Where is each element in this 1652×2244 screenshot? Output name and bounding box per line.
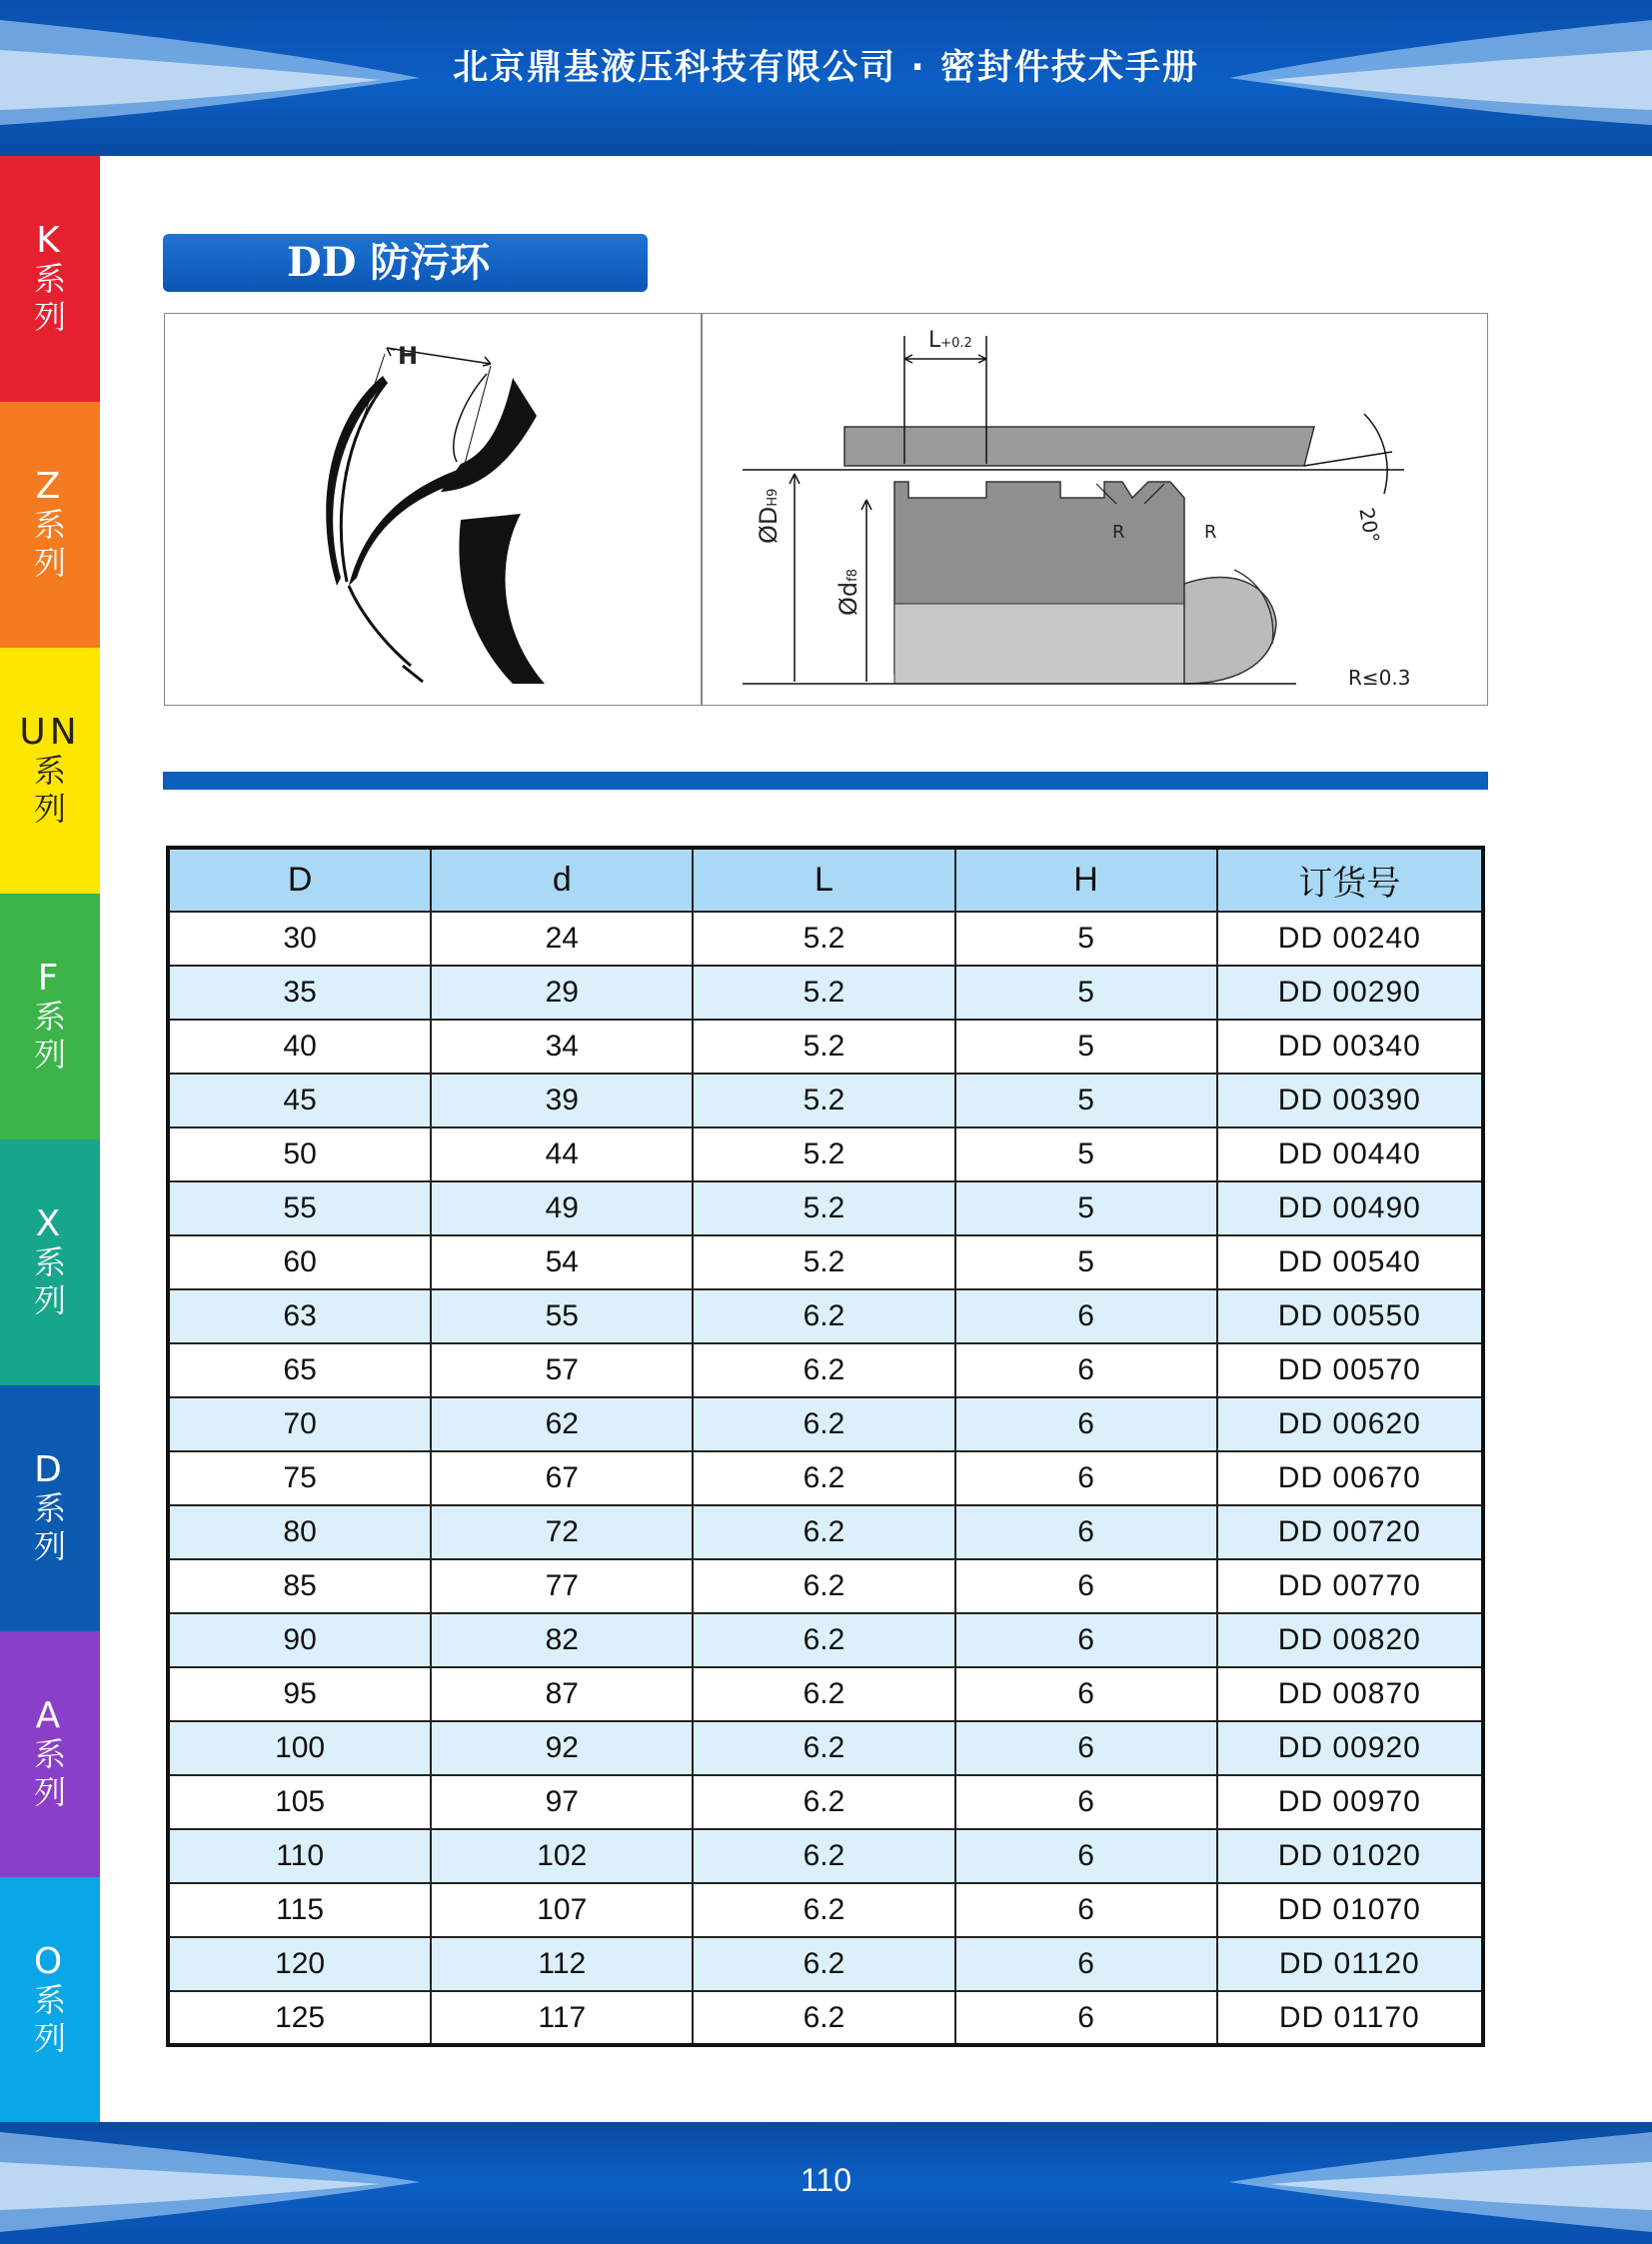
series-side-tabs bbox=[0, 156, 100, 2122]
cell-D: 70 bbox=[168, 1397, 431, 1451]
header-L: L bbox=[693, 848, 954, 912]
cell-order-number: DD 00770 bbox=[1217, 1559, 1483, 1613]
header-d: d bbox=[431, 848, 693, 912]
cell-L: 6.2 bbox=[693, 1937, 954, 1991]
cell-L: 5.2 bbox=[693, 966, 954, 1020]
cell-L: 6.2 bbox=[693, 1343, 954, 1397]
cell-L: 6.2 bbox=[693, 1397, 954, 1451]
cell-d: 29 bbox=[431, 966, 693, 1020]
table-row bbox=[168, 1775, 1483, 1829]
series-tab-code: UN bbox=[19, 712, 81, 753]
series-tab-word: 列 bbox=[33, 298, 66, 336]
cell-order-number: DD 01070 bbox=[1217, 1883, 1483, 1937]
series-tab-code: F bbox=[37, 958, 63, 999]
cell-L: 6.2 bbox=[693, 1883, 954, 1937]
cell-d: 112 bbox=[431, 1937, 693, 1991]
cell-D: 100 bbox=[168, 1721, 431, 1775]
cell-D: 63 bbox=[168, 1289, 431, 1343]
series-tab-code: O bbox=[33, 1941, 67, 1982]
housing-section-drawing bbox=[743, 336, 1404, 684]
series-tab-f[interactable] bbox=[0, 894, 100, 1139]
cell-H: 5 bbox=[955, 1074, 1217, 1127]
series-tab-o[interactable] bbox=[0, 1877, 100, 2123]
table-row bbox=[168, 1289, 1483, 1343]
cell-L: 6.2 bbox=[693, 1289, 954, 1343]
cell-d: 107 bbox=[431, 1883, 693, 1937]
cell-order-number: DD 00720 bbox=[1217, 1505, 1483, 1559]
cell-L: 6.2 bbox=[693, 1613, 954, 1667]
section-title: DD 防污环 bbox=[163, 234, 648, 292]
table-row bbox=[168, 1397, 1483, 1451]
label-L: L+0.2 bbox=[928, 328, 972, 353]
cell-H: 6 bbox=[955, 1505, 1217, 1559]
table-row bbox=[168, 1937, 1483, 1991]
cell-D: 60 bbox=[168, 1235, 431, 1289]
cell-H: 6 bbox=[955, 1343, 1217, 1397]
cell-H: 5 bbox=[955, 1020, 1217, 1074]
label-H: H bbox=[398, 342, 419, 370]
cell-D: 50 bbox=[168, 1127, 431, 1181]
seal-drawing bbox=[165, 314, 1489, 707]
cell-order-number: DD 01170 bbox=[1217, 1991, 1483, 2045]
series-tab-d[interactable] bbox=[0, 1385, 100, 1631]
cell-L: 6.2 bbox=[693, 1991, 954, 2045]
series-tab-word: 列 bbox=[33, 1036, 66, 1074]
table-row bbox=[168, 1127, 1483, 1181]
cell-H: 5 bbox=[955, 1181, 1217, 1235]
label-R-note: R≤0.3 bbox=[1348, 666, 1411, 690]
table-row bbox=[168, 1343, 1483, 1397]
cell-L: 5.2 bbox=[693, 1074, 954, 1127]
table-row bbox=[168, 966, 1483, 1020]
cell-L: 6.2 bbox=[693, 1721, 954, 1775]
cell-D: 110 bbox=[168, 1829, 431, 1883]
cell-D: 55 bbox=[168, 1181, 431, 1235]
series-tab-code: X bbox=[35, 1203, 65, 1244]
cell-H: 6 bbox=[955, 1451, 1217, 1505]
series-tab-code: A bbox=[35, 1695, 65, 1736]
series-tab-word: 系 bbox=[33, 1981, 66, 2019]
table-row bbox=[168, 1721, 1483, 1775]
cell-D: 115 bbox=[168, 1883, 431, 1937]
series-tab-x[interactable] bbox=[0, 1139, 100, 1385]
label-d: Ødf8 bbox=[834, 569, 862, 616]
cell-d: 34 bbox=[431, 1020, 693, 1074]
cell-order-number: DD 00620 bbox=[1217, 1397, 1483, 1451]
cell-d: 77 bbox=[431, 1559, 693, 1613]
cell-order-number: DD 00920 bbox=[1217, 1721, 1483, 1775]
table-row bbox=[168, 1613, 1483, 1667]
label-R1: R bbox=[1112, 522, 1125, 543]
cell-H: 6 bbox=[955, 1613, 1217, 1667]
series-tab-word: 列 bbox=[33, 790, 66, 828]
table-row bbox=[168, 1883, 1483, 1937]
cell-order-number: DD 00670 bbox=[1217, 1451, 1483, 1505]
cell-H: 6 bbox=[955, 1721, 1217, 1775]
table-row bbox=[168, 1020, 1483, 1074]
cell-L: 6.2 bbox=[693, 1667, 954, 1721]
cell-order-number: DD 00970 bbox=[1217, 1775, 1483, 1829]
series-tab-word: 列 bbox=[33, 2019, 66, 2057]
cell-d: 54 bbox=[431, 1235, 693, 1289]
cell-L: 5.2 bbox=[693, 912, 954, 966]
cell-L: 6.2 bbox=[693, 1505, 954, 1559]
table-row bbox=[168, 1181, 1483, 1235]
cell-D: 95 bbox=[168, 1667, 431, 1721]
page-number: 110 bbox=[800, 2162, 851, 2198]
cell-L: 5.2 bbox=[693, 1235, 954, 1289]
label-angle: 20° bbox=[1354, 506, 1385, 546]
cell-L: 6.2 bbox=[693, 1451, 954, 1505]
cell-order-number: DD 00440 bbox=[1217, 1127, 1483, 1181]
cell-L: 5.2 bbox=[693, 1181, 954, 1235]
cell-d: 117 bbox=[431, 1991, 693, 2045]
cell-order-number: DD 00540 bbox=[1217, 1235, 1483, 1289]
table-header-row bbox=[168, 848, 1483, 912]
table-body bbox=[168, 912, 1483, 2045]
cell-d: 39 bbox=[431, 1074, 693, 1127]
header-order-number: 订货号 bbox=[1217, 848, 1483, 912]
cell-order-number: DD 00490 bbox=[1217, 1181, 1483, 1235]
table-row bbox=[168, 1074, 1483, 1127]
header-D: D bbox=[168, 848, 431, 912]
series-tab-k[interactable] bbox=[0, 156, 100, 402]
cell-H: 6 bbox=[955, 1883, 1217, 1937]
series-tab-code: K bbox=[36, 220, 64, 261]
table-row bbox=[168, 912, 1483, 966]
cell-L: 6.2 bbox=[693, 1775, 954, 1829]
cell-H: 6 bbox=[955, 1829, 1217, 1883]
cell-order-number: DD 00390 bbox=[1217, 1074, 1483, 1127]
table-row bbox=[168, 1235, 1483, 1289]
series-tab-word: 系 bbox=[33, 1735, 66, 1773]
cell-d: 62 bbox=[431, 1397, 693, 1451]
cell-L: 5.2 bbox=[693, 1127, 954, 1181]
series-tab-word: 系 bbox=[33, 752, 66, 790]
table-row bbox=[168, 1559, 1483, 1613]
cell-order-number: DD 00340 bbox=[1217, 1020, 1483, 1074]
cell-d: 97 bbox=[431, 1775, 693, 1829]
series-tab-word: 列 bbox=[33, 544, 66, 582]
cell-D: 120 bbox=[168, 1937, 431, 1991]
table-row bbox=[168, 1505, 1483, 1559]
cell-H: 5 bbox=[955, 1127, 1217, 1181]
cell-D: 75 bbox=[168, 1451, 431, 1505]
cell-d: 24 bbox=[431, 912, 693, 966]
cell-d: 72 bbox=[431, 1505, 693, 1559]
table-row bbox=[168, 1451, 1483, 1505]
cell-d: 87 bbox=[431, 1667, 693, 1721]
series-tab-word: 系 bbox=[33, 998, 66, 1036]
series-tab-word: 列 bbox=[33, 1527, 66, 1565]
cell-order-number: DD 00240 bbox=[1217, 912, 1483, 966]
cell-D: 35 bbox=[168, 966, 431, 1020]
cell-order-number: DD 01120 bbox=[1217, 1937, 1483, 1991]
cell-L: 6.2 bbox=[693, 1559, 954, 1613]
series-tab-word: 列 bbox=[33, 1281, 66, 1319]
table-row bbox=[168, 1991, 1483, 2045]
cell-D: 125 bbox=[168, 1991, 431, 2045]
series-tab-word: 系 bbox=[33, 506, 66, 544]
header-H: H bbox=[955, 848, 1217, 912]
header-title: 北京鼎基液压科技有限公司 · 密封件技术手册 bbox=[453, 48, 1199, 88]
series-tab-a[interactable] bbox=[0, 1631, 100, 1877]
cell-D: 40 bbox=[168, 1020, 431, 1074]
header-banner bbox=[0, 0, 1652, 156]
cell-H: 6 bbox=[955, 1937, 1217, 1991]
cell-D: 30 bbox=[168, 912, 431, 966]
cell-H: 5 bbox=[955, 912, 1217, 966]
cell-d: 102 bbox=[431, 1829, 693, 1883]
cell-L: 6.2 bbox=[693, 1829, 954, 1883]
cell-order-number: DD 00870 bbox=[1217, 1667, 1483, 1721]
table-row bbox=[168, 1829, 1483, 1883]
cell-H: 6 bbox=[955, 1667, 1217, 1721]
cell-order-number: DD 00290 bbox=[1217, 966, 1483, 1020]
cell-H: 6 bbox=[955, 1289, 1217, 1343]
cell-order-number: DD 00570 bbox=[1217, 1343, 1483, 1397]
cell-order-number: DD 01020 bbox=[1217, 1829, 1483, 1883]
series-tab-word: 系 bbox=[33, 1489, 66, 1527]
series-tab-word: 系 bbox=[33, 260, 66, 298]
seal-diagram-panel bbox=[164, 313, 1488, 706]
cell-D: 85 bbox=[168, 1559, 431, 1613]
cell-H: 5 bbox=[955, 1235, 1217, 1289]
cell-d: 82 bbox=[431, 1613, 693, 1667]
series-tab-code: Z bbox=[35, 466, 65, 507]
cell-H: 6 bbox=[955, 1559, 1217, 1613]
cell-H: 5 bbox=[955, 966, 1217, 1020]
cell-d: 92 bbox=[431, 1721, 693, 1775]
series-tab-z[interactable] bbox=[0, 402, 100, 648]
cell-d: 49 bbox=[431, 1181, 693, 1235]
series-tab-word: 系 bbox=[33, 1243, 66, 1281]
label-R2: R bbox=[1204, 522, 1217, 543]
cell-D: 65 bbox=[168, 1343, 431, 1397]
cell-order-number: DD 00550 bbox=[1217, 1289, 1483, 1343]
cell-d: 55 bbox=[431, 1289, 693, 1343]
cell-L: 5.2 bbox=[693, 1020, 954, 1074]
cell-d: 67 bbox=[431, 1451, 693, 1505]
dimension-table bbox=[166, 846, 1485, 2047]
section-divider-bar bbox=[163, 772, 1488, 790]
cell-H: 6 bbox=[955, 1775, 1217, 1829]
series-tab-un[interactable] bbox=[0, 648, 100, 894]
cell-order-number: DD 00820 bbox=[1217, 1613, 1483, 1667]
cell-D: 80 bbox=[168, 1505, 431, 1559]
cell-d: 57 bbox=[431, 1343, 693, 1397]
cell-D: 45 bbox=[168, 1074, 431, 1127]
series-tab-code: D bbox=[34, 1449, 66, 1490]
label-D: ØDH9 bbox=[755, 488, 783, 544]
cell-D: 105 bbox=[168, 1775, 431, 1829]
table-row bbox=[168, 1667, 1483, 1721]
cell-D: 90 bbox=[168, 1613, 431, 1667]
cell-H: 6 bbox=[955, 1397, 1217, 1451]
ring-section-drawing bbox=[326, 348, 545, 684]
footer-banner bbox=[0, 2122, 1652, 2244]
series-tab-word: 列 bbox=[33, 1773, 66, 1811]
cell-H: 6 bbox=[955, 1991, 1217, 2045]
cell-d: 44 bbox=[431, 1127, 693, 1181]
